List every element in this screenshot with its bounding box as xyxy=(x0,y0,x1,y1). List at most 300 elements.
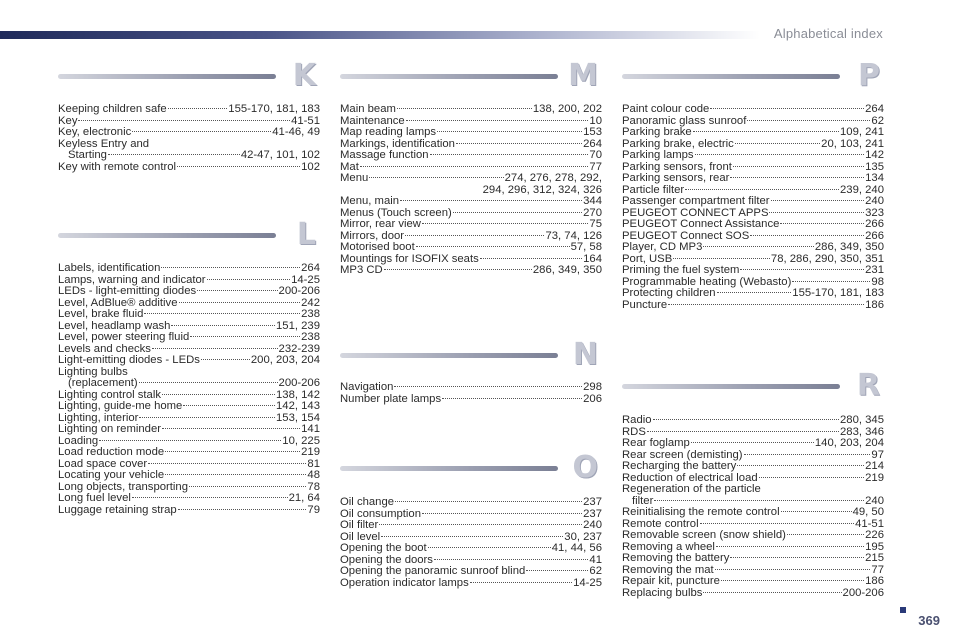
entry-label: Keeping children safe xyxy=(58,103,167,115)
index-entry xyxy=(622,104,884,116)
entry-pages: 232-239 xyxy=(278,342,320,355)
entry-pages: 155-170, 181, 183 xyxy=(792,287,884,299)
index-entry xyxy=(340,578,602,590)
entry-pages: 206 xyxy=(583,392,602,405)
entry-pages: 239, 240 xyxy=(840,183,884,196)
entry-pages: 266 xyxy=(865,229,884,242)
entry-label: Opening the boot xyxy=(340,542,427,554)
heading-bar xyxy=(340,74,558,79)
entry-label: PEUGEOT CONNECT APPS xyxy=(622,206,769,219)
dot-leader xyxy=(428,547,551,548)
entry-pages: 286, 349, 350 xyxy=(814,241,884,253)
entry-label: Parking brake, electric xyxy=(622,137,734,150)
page-number: 369 xyxy=(918,613,940,628)
dot-leader xyxy=(99,440,281,441)
dot-leader xyxy=(190,336,300,337)
dot-leader xyxy=(769,212,864,213)
entry-label: Replacing bulbs xyxy=(622,586,703,599)
dot-leader xyxy=(693,131,839,132)
entry-label: Level, brake fluid xyxy=(58,308,144,320)
dot-leader xyxy=(422,513,582,514)
index-entry xyxy=(340,104,602,116)
entry-label: Paint colour code xyxy=(622,103,710,115)
entry-label: Oil level xyxy=(340,530,381,543)
entry-label: Maintenance xyxy=(340,114,405,127)
dot-leader xyxy=(717,292,792,293)
entry-pages: 14-25 xyxy=(291,273,320,286)
entry-label: LEDs - light-emitting diodes xyxy=(58,285,197,297)
entry-label: Panoramic glass sunroof xyxy=(622,114,747,127)
dot-leader xyxy=(759,477,865,478)
page-header-title: Alphabetical index xyxy=(773,26,883,41)
dot-leader xyxy=(792,281,870,282)
entry-pages: 219 xyxy=(865,471,884,484)
entry-pages: 195 xyxy=(865,540,884,553)
entries-r xyxy=(622,415,884,599)
entry-pages: 215 xyxy=(865,552,884,564)
entry-pages: 77 xyxy=(871,563,884,576)
index-entry xyxy=(58,378,320,390)
entry-label: Repair kit, puncture xyxy=(622,575,720,587)
dot-leader xyxy=(422,223,588,224)
entry-pages: 294, 296, 312, 324, 326 xyxy=(482,183,602,196)
entry-label: Menu, main xyxy=(340,195,400,207)
entry-pages: 10, 225 xyxy=(282,434,320,447)
index-entry xyxy=(622,576,884,588)
entry-pages: 264 xyxy=(301,262,320,274)
entry-label: Locating your vehicle xyxy=(58,469,165,481)
entries-m xyxy=(340,104,602,277)
dot-leader xyxy=(201,359,250,360)
entry-label: Passenger compartment filter xyxy=(622,195,770,207)
dot-leader xyxy=(132,497,288,498)
entry-pages: 41-51 xyxy=(855,517,884,530)
entries-o xyxy=(340,497,602,589)
index-entry xyxy=(622,461,884,473)
entry-label: Mirrors, door xyxy=(340,229,405,242)
entry-pages: 70 xyxy=(589,149,602,161)
dot-leader xyxy=(430,154,589,155)
index-entry xyxy=(58,286,320,298)
entry-pages: 219 xyxy=(301,446,320,458)
dot-leader xyxy=(395,501,582,502)
entry-pages: 75 xyxy=(589,218,602,230)
entry-label: (replacement) xyxy=(68,377,138,389)
dot-leader xyxy=(442,398,582,399)
dot-leader xyxy=(456,143,582,144)
entry-label: Parking sensors, rear xyxy=(622,172,730,184)
index-entry xyxy=(622,242,884,254)
dot-leader xyxy=(384,269,532,270)
entry-pages: 151, 239 xyxy=(276,319,320,332)
entry-label: Key with remote control xyxy=(58,160,177,173)
index-entry xyxy=(622,265,884,277)
top-banner-bar xyxy=(0,31,760,39)
heading-bar xyxy=(340,466,558,471)
entry-pages: 77 xyxy=(589,160,602,173)
index-entry xyxy=(622,530,884,542)
entry-pages: 49, 50 xyxy=(852,506,884,518)
entry-label: Lighting control stalk xyxy=(58,388,161,401)
index-entry xyxy=(58,162,320,174)
entry-label: Massage function xyxy=(340,149,429,161)
index-entry xyxy=(340,265,602,277)
entry-label: Removable screen (snow shield) xyxy=(622,529,786,541)
index-entry xyxy=(340,394,602,406)
entry-label: Reduction of electrical load xyxy=(622,471,758,484)
dot-leader xyxy=(730,557,864,558)
dot-leader xyxy=(369,177,503,178)
entry-pages: 323 xyxy=(865,206,884,219)
entry-pages: 264 xyxy=(865,103,884,115)
entry-label: Long objects, transporting xyxy=(58,480,188,493)
dot-leader xyxy=(400,200,582,201)
entry-label: Remote control xyxy=(622,517,699,530)
entry-label: Luggage retaining strap xyxy=(58,503,177,516)
dot-leader xyxy=(710,108,864,109)
entry-label: Oil filter xyxy=(340,519,379,531)
dot-leader xyxy=(691,442,814,443)
section-heading-l xyxy=(58,219,320,263)
dot-leader xyxy=(787,534,864,535)
entry-label: Parking sensors, front xyxy=(622,160,732,173)
entry-label: Lighting, interior xyxy=(58,411,139,424)
entry-pages: 155-170, 181, 183 xyxy=(228,103,320,115)
entry-pages: 140, 203, 204 xyxy=(814,437,884,449)
entry-pages: 109, 241 xyxy=(840,126,884,138)
dot-leader xyxy=(162,428,300,429)
entry-pages: 97 xyxy=(871,448,884,461)
entry-label: Opening the panoramic sunroof blind xyxy=(340,565,526,577)
entry-pages: 153, 154 xyxy=(276,411,320,424)
entry-label: Level, AdBlue® additive xyxy=(58,296,178,309)
entry-pages: 78, 286, 290, 350, 351 xyxy=(770,252,884,265)
entry-label: Number plate lamps xyxy=(340,392,442,405)
dot-leader xyxy=(161,267,300,268)
index-entry xyxy=(340,219,602,231)
index-entry xyxy=(340,566,602,578)
dot-leader xyxy=(526,570,588,571)
dot-leader xyxy=(647,431,839,432)
dot-leader xyxy=(197,290,277,291)
dot-leader xyxy=(653,419,839,420)
index-entry xyxy=(622,219,884,231)
entry-pages: 62 xyxy=(871,114,884,127)
entry-label: Removing a wheel xyxy=(622,540,715,553)
entry-label: Removing the battery xyxy=(622,552,730,564)
section-letter: M xyxy=(568,58,598,93)
page-marker-square xyxy=(900,607,906,613)
entry-label: Lamps, warning and indicator xyxy=(58,273,206,286)
entry-label: Reinitialising the remote control xyxy=(622,506,780,518)
entry-pages: 200-206 xyxy=(842,586,884,599)
index-entry xyxy=(58,447,320,459)
entry-label: Map reading lamps xyxy=(340,126,437,138)
entry-pages: 237 xyxy=(583,496,602,508)
section-heading-k xyxy=(58,60,320,104)
entry-pages: 264 xyxy=(583,137,602,150)
dot-leader xyxy=(78,120,290,121)
dot-leader xyxy=(703,246,814,247)
entry-pages: 240 xyxy=(865,195,884,207)
dot-leader xyxy=(207,279,291,280)
dot-leader xyxy=(381,536,563,537)
entries-n xyxy=(340,382,602,405)
entry-label: Lighting bulbs xyxy=(58,365,128,378)
entry-pages: 186 xyxy=(865,575,884,587)
entry-label: filter xyxy=(632,494,654,507)
index-entry xyxy=(340,382,602,394)
entry-pages: 14-25 xyxy=(573,576,602,589)
dot-leader xyxy=(168,108,228,109)
dot-leader xyxy=(139,382,278,383)
section-letter: L xyxy=(296,217,316,252)
entry-label: Puncture xyxy=(622,298,668,311)
entry-pages: 21, 64 xyxy=(288,492,320,504)
dot-leader xyxy=(144,313,300,314)
index-entry xyxy=(622,196,884,208)
entry-label: Mountings for ISOFIX seats xyxy=(340,252,479,265)
entry-pages: 240 xyxy=(583,519,602,531)
section-letter: R xyxy=(856,368,880,403)
entry-label: Motorised boot xyxy=(340,241,415,253)
index-entry xyxy=(622,150,884,162)
dot-leader xyxy=(171,325,275,326)
entry-pages: 231 xyxy=(865,264,884,276)
dot-leader xyxy=(716,546,864,547)
heading-bar xyxy=(58,74,276,79)
dot-leader xyxy=(480,258,582,259)
entry-label: Recharging the battery xyxy=(622,460,737,472)
dot-leader xyxy=(470,582,572,583)
entry-label: Removing the mat xyxy=(622,563,714,576)
section-heading-o xyxy=(340,452,602,496)
heading-bar xyxy=(340,353,558,358)
entry-pages: 41-51 xyxy=(291,114,320,127)
entry-label: Menus (Touch screen) xyxy=(340,206,452,219)
entry-pages: 238 xyxy=(301,308,320,320)
dot-leader xyxy=(750,235,864,236)
index-entry xyxy=(340,497,602,509)
entry-pages: 41, 44, 56 xyxy=(551,542,602,554)
index-entry xyxy=(340,242,602,254)
entry-pages: 153 xyxy=(583,126,602,138)
dot-leader xyxy=(740,269,864,270)
entry-pages: 270 xyxy=(583,206,602,219)
index-entry xyxy=(340,196,602,208)
entry-label: Radio xyxy=(622,414,652,426)
entry-pages: 98 xyxy=(871,275,884,288)
entry-pages: 186 xyxy=(865,298,884,311)
entry-label: Keyless Entry and xyxy=(58,137,150,150)
entry-pages: 141 xyxy=(301,423,320,435)
entry-label: Oil change xyxy=(340,496,395,508)
dot-leader xyxy=(437,131,582,132)
dot-leader xyxy=(700,523,854,524)
index-entry xyxy=(340,520,602,532)
entry-label: Starting xyxy=(68,149,107,161)
dot-leader xyxy=(189,486,306,487)
dot-leader xyxy=(179,302,301,303)
entry-pages: 20, 103, 241 xyxy=(821,137,884,150)
dot-leader xyxy=(165,451,300,452)
section-letter: N xyxy=(572,337,598,372)
entry-pages: 237 xyxy=(583,507,602,520)
entry-pages: 138, 200, 202 xyxy=(532,103,602,115)
entry-label: Parking lamps xyxy=(622,149,694,161)
dot-leader xyxy=(737,465,864,466)
dot-leader xyxy=(453,212,582,213)
section-heading-m xyxy=(340,60,602,104)
entry-pages: 135 xyxy=(865,160,884,173)
entry-pages: 134 xyxy=(865,172,884,184)
entry-pages: 79 xyxy=(307,503,320,516)
index-entry xyxy=(622,507,884,519)
entry-label: Key, electronic xyxy=(58,126,132,138)
entry-label: Load reduction mode xyxy=(58,446,165,458)
entry-pages: 138, 142 xyxy=(276,388,320,401)
index-entry xyxy=(622,173,884,185)
entry-label: PEUGEOT Connect Assistance xyxy=(622,218,780,230)
index-entry xyxy=(58,150,320,162)
entry-label: Player, CD MP3 xyxy=(622,241,703,253)
entry-label: Long fuel level xyxy=(58,492,131,504)
index-entry xyxy=(340,127,602,139)
dot-leader xyxy=(360,166,589,167)
index-entry xyxy=(622,484,884,496)
index-entry xyxy=(340,173,602,185)
index-entry xyxy=(622,553,884,565)
index-entry xyxy=(58,505,320,517)
entry-pages: 30, 237 xyxy=(564,530,602,543)
dot-leader xyxy=(744,454,871,455)
dot-leader xyxy=(405,235,544,236)
entry-pages: 242 xyxy=(301,296,320,309)
dot-leader xyxy=(397,108,532,109)
entry-pages: 298 xyxy=(583,381,602,393)
entry-label: Mat xyxy=(340,160,359,173)
entry-label: Markings, identification xyxy=(340,137,455,150)
entry-pages: 142, 143 xyxy=(276,400,320,412)
entry-label: Lighting, guide-me home xyxy=(58,400,183,412)
entry-label: Navigation xyxy=(340,381,394,393)
entry-pages: 226 xyxy=(865,529,884,541)
entry-pages: 41 xyxy=(589,553,602,566)
dot-leader xyxy=(735,143,820,144)
entry-pages: 57, 58 xyxy=(570,241,602,253)
dot-leader xyxy=(406,120,589,121)
dot-leader xyxy=(394,386,582,387)
index-entry xyxy=(58,332,320,344)
entry-pages: 78 xyxy=(307,480,320,493)
entry-label: Port, USB xyxy=(622,252,673,265)
section-letter: K xyxy=(292,58,316,93)
index-entry xyxy=(58,470,320,482)
index-entry xyxy=(622,415,884,427)
page-number-box xyxy=(900,613,940,628)
entry-pages: 164 xyxy=(583,252,602,265)
entry-label: Menu xyxy=(340,172,369,184)
dot-leader xyxy=(132,131,271,132)
dot-leader xyxy=(183,405,275,406)
entry-pages: 238 xyxy=(301,331,320,343)
entry-pages: 286, 349, 350 xyxy=(532,264,602,276)
entry-label: Programmable heating (Webasto) xyxy=(622,275,792,288)
dot-leader xyxy=(434,559,588,560)
index-entry xyxy=(340,509,602,521)
index-entry xyxy=(622,127,884,139)
dot-leader xyxy=(703,592,841,593)
entry-label: RDS xyxy=(622,425,646,438)
entry-pages: 81 xyxy=(307,457,320,470)
entry-pages: 200-206 xyxy=(278,285,320,297)
dot-leader xyxy=(162,394,275,395)
entries-p xyxy=(622,104,884,311)
section-heading-r xyxy=(622,370,884,414)
section-letter: P xyxy=(858,58,880,93)
heading-bar xyxy=(58,233,276,238)
entry-label: Operation indicator lamps xyxy=(340,576,469,589)
entry-label: Regeneration of the particle xyxy=(622,483,761,495)
dot-leader xyxy=(747,120,870,121)
entries-l xyxy=(58,263,320,516)
index-entry xyxy=(58,493,320,505)
entry-label: MP3 CD xyxy=(340,264,383,276)
index-entry xyxy=(622,300,884,312)
entry-label: Level, power steering fluid xyxy=(58,331,190,343)
index-entry xyxy=(622,588,884,600)
entry-pages: 42-47, 101, 102 xyxy=(240,149,320,161)
heading-bar xyxy=(622,384,840,389)
entry-pages: 280, 345 xyxy=(840,414,884,426)
entry-pages: 214 xyxy=(865,460,884,472)
dot-leader xyxy=(771,200,865,201)
dot-leader xyxy=(668,304,864,305)
entry-label: Light-emitting diodes - LEDs xyxy=(58,354,200,366)
dot-leader xyxy=(139,417,275,418)
entry-label: Rear foglamp xyxy=(622,437,690,449)
dot-leader xyxy=(152,348,278,349)
dot-leader xyxy=(721,580,864,581)
entry-pages: 283, 346 xyxy=(840,425,884,438)
index-entry xyxy=(340,543,602,555)
entry-label: Parking brake xyxy=(622,126,692,138)
dot-leader xyxy=(695,154,865,155)
entry-pages: 73, 74, 126 xyxy=(545,229,602,242)
index-entry xyxy=(340,150,602,162)
entry-pages: 102 xyxy=(301,160,320,173)
entry-label: Levels and checks xyxy=(58,342,151,355)
dot-leader xyxy=(733,166,864,167)
dot-leader xyxy=(654,500,864,501)
entry-pages: 274, 276, 278, 292, xyxy=(504,172,602,184)
entry-label: Load space cover xyxy=(58,457,148,470)
entry-label: Oil consumption xyxy=(340,507,421,520)
entry-label: PEUGEOT Connect SOS xyxy=(622,229,750,242)
index-entry xyxy=(58,263,320,275)
dot-leader xyxy=(178,509,307,510)
entry-pages: 266 xyxy=(865,218,884,230)
entry-pages: 200-206 xyxy=(278,377,320,389)
entry-label: Opening the doors xyxy=(340,553,433,566)
dot-leader xyxy=(730,177,864,178)
entry-pages: 10 xyxy=(589,114,602,127)
entry-label: Main beam xyxy=(340,103,396,115)
section-heading-n xyxy=(340,339,602,383)
entry-label: Particle filter xyxy=(622,183,685,196)
dot-leader xyxy=(673,258,770,259)
heading-bar xyxy=(622,74,840,79)
